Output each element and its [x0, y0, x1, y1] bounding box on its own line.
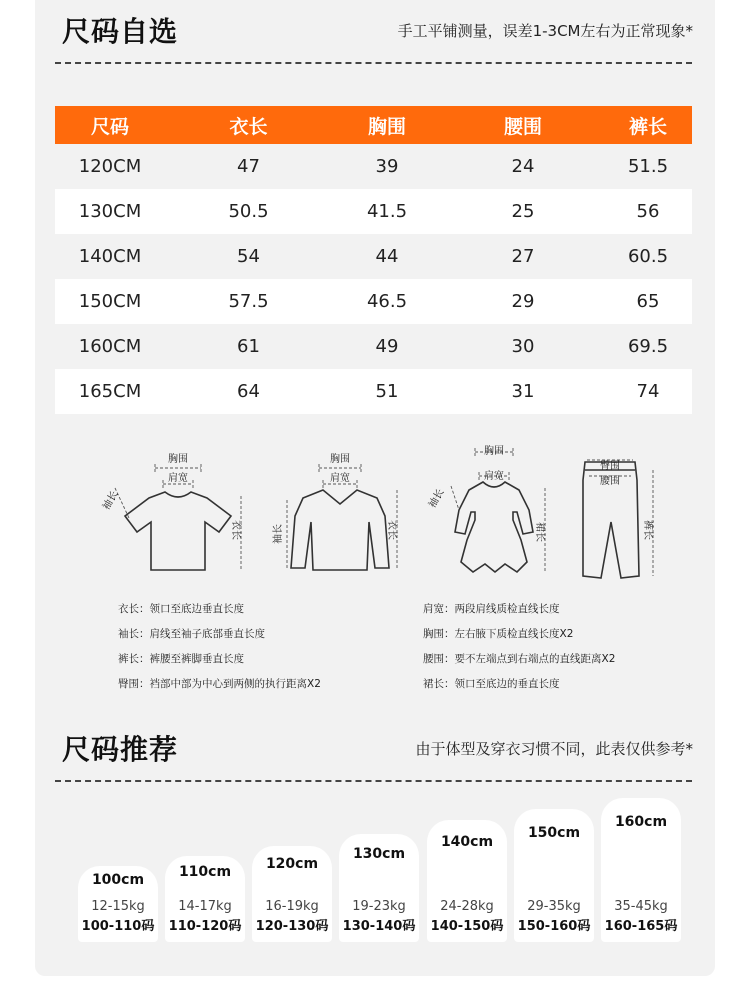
- size-card: [427, 820, 507, 942]
- cell-pants-length: 56: [636, 201, 660, 222]
- recommend-note: 由于体型及穿衣习惯不同，此表仅供参考*: [415, 740, 693, 758]
- dashed-divider: [55, 780, 692, 782]
- card-size: 150cm: [527, 825, 581, 841]
- card-size: 160cm: [614, 814, 668, 830]
- cell-waist: 25: [511, 201, 535, 222]
- header-pants-length: 裤长: [628, 115, 667, 138]
- definition-item: 臀围：裆部中部为中心到两侧的执行距离X2: [118, 678, 321, 690]
- cell-size: 120CM: [78, 156, 142, 177]
- card-weight: 35-45kg: [614, 899, 668, 914]
- card-size: 100cm: [91, 872, 145, 888]
- cell-pants-length: 51.5: [627, 156, 669, 177]
- cell-size: 140CM: [78, 246, 142, 267]
- size-card: [601, 798, 681, 942]
- table-row: [55, 324, 692, 369]
- size-table: [55, 106, 692, 414]
- definition-item: 肩宽：两段肩线质检直线长度: [423, 603, 560, 615]
- table-row: [55, 189, 692, 234]
- cell-chest: 51: [375, 381, 399, 402]
- label-length-tshirt: 衣长: [230, 520, 241, 540]
- cell-length: 64: [237, 381, 260, 402]
- label-hip: 臀围: [600, 461, 620, 472]
- cell-size: 160CM: [78, 336, 142, 357]
- card-size: 140cm: [440, 834, 494, 850]
- header-size: 尺码: [90, 115, 129, 138]
- label-shoulder-sweater: 肩宽: [330, 473, 350, 484]
- label-pants-length: 裤长: [642, 520, 653, 540]
- card-range: 130-140码: [342, 919, 416, 934]
- cell-pants-length: 65: [636, 291, 660, 312]
- cell-waist: 31: [511, 381, 535, 402]
- cell-chest: 39: [375, 156, 399, 177]
- cell-pants-length: 74: [636, 381, 660, 402]
- garment-illustrations: [55, 440, 692, 590]
- tshirt-outline: [125, 492, 231, 570]
- label-shoulder-dress: 肩宽: [484, 471, 504, 482]
- cell-chest: 44: [375, 246, 399, 267]
- size-card: [339, 834, 419, 942]
- card-range: 100-110码: [81, 919, 155, 934]
- cell-length: 54: [237, 246, 260, 267]
- sweater-outline: [291, 490, 389, 570]
- definition-item: 胸围：左右腋下质检直线长度X2: [423, 628, 574, 640]
- card-weight: 29-35kg: [527, 899, 581, 914]
- size-card: [514, 809, 594, 942]
- table-row: [55, 369, 692, 414]
- card-range: 150-160码: [517, 919, 591, 934]
- cell-pants-length: 60.5: [627, 246, 669, 267]
- definition-item: 衣长：领口至底边垂直长度: [118, 603, 244, 615]
- label-shoulder-tshirt: 肩宽: [168, 473, 188, 484]
- cell-size: 150CM: [78, 291, 142, 312]
- label-sleeve-sweater: 袖长: [273, 524, 284, 544]
- card-weight: 12-15kg: [91, 899, 145, 914]
- card-size: 110cm: [178, 864, 232, 880]
- chest-guide-sweater: [319, 464, 361, 472]
- label-waist: 腰围: [600, 476, 620, 487]
- header-waist: 腰围: [503, 115, 542, 138]
- cell-chest: 46.5: [366, 291, 408, 312]
- cell-size: 165CM: [78, 381, 142, 402]
- cell-chest: 41.5: [366, 201, 408, 222]
- card-weight: 19-23kg: [352, 899, 406, 914]
- measurement-diagrams: [55, 440, 692, 590]
- size-chart-title: 尺码自选: [62, 15, 179, 48]
- label-chest-sweater: 胸围: [330, 454, 350, 465]
- card-weight: 14-17kg: [178, 899, 232, 914]
- size-table-header: [55, 106, 692, 144]
- definition-item: 裤长：裤腰至裤脚垂直长度: [118, 653, 244, 665]
- cell-waist: 30: [511, 336, 535, 357]
- cell-pants-length: 69.5: [627, 336, 669, 357]
- card-range: 140-150码: [430, 919, 504, 934]
- header-chest: 胸围: [367, 115, 406, 138]
- cell-waist: 27: [511, 246, 535, 267]
- definition-item: 腰围：要不左端点到右端点的直线距离X2: [423, 653, 616, 665]
- cell-length: 57.5: [228, 291, 269, 312]
- definitions-left: [118, 602, 321, 702]
- label-skirt-length: 裙长: [534, 522, 545, 542]
- cell-chest: 49: [375, 336, 399, 357]
- card-size: 120cm: [265, 856, 319, 872]
- definitions-right: [423, 602, 615, 702]
- definition-item: 袖长：肩线至袖子底部垂直长度: [118, 628, 265, 640]
- cell-length: 50.5: [228, 201, 269, 222]
- table-row: [55, 279, 692, 324]
- cell-length: 47: [237, 156, 260, 177]
- chest-guide-tshirt: [155, 464, 201, 472]
- card-size: 130cm: [352, 846, 406, 862]
- label-chest-dress: 胸围: [484, 446, 504, 457]
- label-length-sweater: 衣长: [386, 520, 397, 540]
- cell-size: 130CM: [78, 201, 142, 222]
- table-row: [55, 144, 692, 189]
- sleeve-guide-dress: [451, 486, 459, 510]
- definition-item: 裙长：领口至底边的垂直长度: [423, 678, 560, 690]
- card-range: 160-165码: [604, 919, 678, 934]
- size-card: [165, 856, 245, 942]
- label-sleeve-tshirt: 袖长: [101, 489, 121, 513]
- header-length: 衣长: [229, 115, 268, 138]
- dress-outline: [455, 482, 533, 572]
- card-weight: 16-19kg: [265, 899, 319, 914]
- table-row: [55, 234, 692, 279]
- cell-waist: 29: [511, 291, 535, 312]
- label-sleeve-dress: 袖长: [427, 487, 447, 511]
- card-weight: 24-28kg: [440, 899, 494, 914]
- label-chest-tshirt: 胸围: [168, 454, 188, 465]
- card-range: 120-130码: [255, 919, 329, 934]
- cell-length: 61: [237, 336, 260, 357]
- sleeve-guide-tshirt: [115, 488, 129, 518]
- size-card: [252, 846, 332, 942]
- recommend-title: 尺码推荐: [62, 733, 179, 766]
- size-card: [78, 866, 158, 942]
- card-range: 110-120码: [168, 919, 242, 934]
- cell-waist: 24: [511, 156, 535, 177]
- size-chart-note: 手工平铺测量，误差1-3CM左右为正常现象*: [397, 22, 693, 40]
- dashed-divider: [55, 62, 692, 64]
